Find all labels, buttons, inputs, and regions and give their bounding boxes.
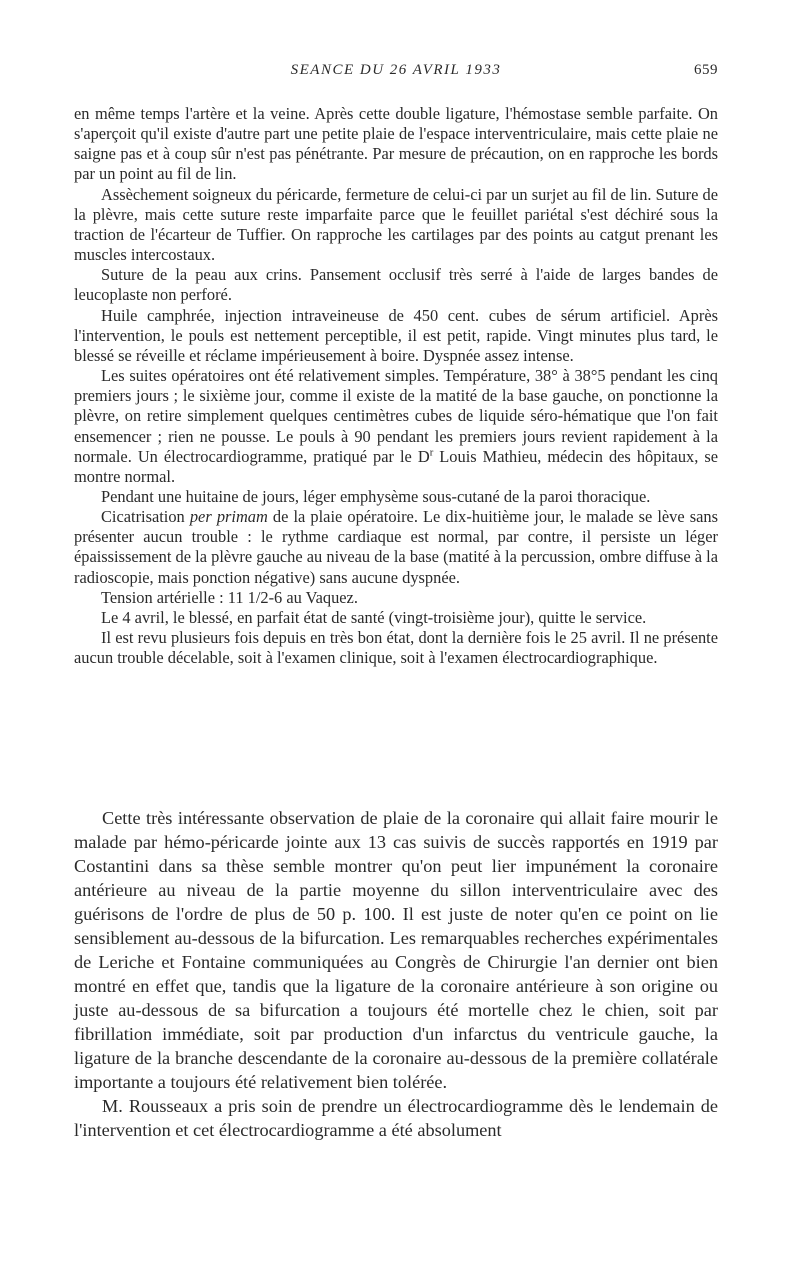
suites-text: Les suites opératoires ont été relativement simples. Température, 38° à 38°5 pendant les cinq premiers jours ; le sixième jour, comme il existe de la matité de la base gauche, on ponctionne la plèvre, on retire simplement quelques centimètres cubes de liquide séro-hématique que l'on fait ensemencer ; rien ne pousse. Le pouls à 90 pendant les premiers jours revient rapidement à la normale. Un électrocardiogramme, pratiqué par le D [74, 366, 718, 466]
paragraph-tension: Tension artérielle : 11 1/2-6 au Vaquez. [101, 587, 358, 607]
page-header [74, 62, 718, 84]
paragraph-huile-camphree: Huile camphrée, injection intraveineuse de 450 cent. cubes de sérum artificiel. Après l'intervention, le pouls est nettement perceptible, il est petit, rapide. Vingt minutes plus tard, le blessé se réveille et réclame impérieusement à boire. Dyspnée assez intense. [74, 305, 718, 365]
paragraph-cicatrisation [74, 507, 718, 588]
page-number: 659 [694, 62, 718, 78]
paragraph-observation: Cette très intéressante observation de plaie de la coronaire qui allait faire mourir le malade par hémo-péricarde jointe aux 13 cas suivis de succès rapportés en 1919 par Costantini dans sa thèse semble montrer qu'on peut lier impunément la coronaire antérieure au niveau de la partie moyenne du sillon interventriculaire avec des guérisons de l'ordre de plus de 50 p. 100. Il est juste de noter qu'en ce point on lie sensiblement au-dessous de la bifurcation. Les remarquables recherches expérimentales de Leriche et Fontaine communiquées au Congrès de Chirurgie l'an dernier ont bien montré en effet que, tandis que la ligature de la coronaire antérieure à son origine ou juste au-dessous de sa bifurcation a toujours été mortelle chez le chien, soit par fibrillation immédiate, soit par production d'un infarctus du ventricule gauche, la ligature de la branche descendante de la coronaire au-dessous de la première collatérale importante a toujours été relativement bien tolérée. [74, 808, 718, 1092]
per-primam-italic: per primam [189, 507, 268, 527]
paragraph-4-avril: Le 4 avril, le blessé, en parfait état de santé (vingt-troisième jour), quitte le service. [101, 607, 647, 627]
cicatrisation-text: de la plaie opératoire. Le dix-huitième jour, le malade se lève sans présenter aucun trouble : le rythme cardiaque est normal, par contre, il persiste un léger épaississement de la plèvre gauche au niveau de la base (matité à la percussion, ombre diffuse à la radioscopie, mais ponction négative) sans aucune dyspnée. [74, 507, 718, 587]
paragraph-suites-operatoires [74, 366, 718, 487]
commentary-section [74, 806, 718, 1142]
paragraph-rousseaux: M. Rousseaux a pris soin de prendre un électrocardiogramme dès le lendemain de l'intervention et cet électrocardiogramme a été absolument [74, 1096, 718, 1140]
cicatrisation-lead: Cicatrisation [101, 507, 190, 527]
suites-tail: Louis Mathieu, médecin des hôpitaux, se montre normal. [74, 446, 718, 486]
paragraph-pericarde: Assèchement soigneux du péricarde, fermeture de celui-ci par un surjet au fil de lin. Suture de la plèvre, mais cette suture reste imparfaite parce que le feuillet pariétal s'est déchiré sous la traction de l'écarteur de Tuffier. On rapproche les cartilages par des points au catgut prenant les muscles intercostaux. [74, 184, 718, 265]
running-title: SEANCE DU 26 AVRIL 1933 [290, 62, 502, 78]
case-report-section [74, 104, 718, 668]
paragraph-revu: Il est revu plusieurs fois depuis en très bon état, dont la dernière fois le 25 avril. Il ne présente aucun trouble décelable, soit à l'examen clinique, soit à l'examen électrocardiographique. [74, 628, 718, 668]
paragraph-suture-peau: Suture de la peau aux crins. Pansement occlusif très serré à l'aide de larges bandes de leucoplaste non perforé. [74, 265, 718, 305]
paragraph-ligature: en même temps l'artère et la veine. Après cette double ligature, l'hémostase semble parfaite. On s'aperçoit qu'il existe d'autre part une petite plaie de l'espace interventriculaire, mais cette plaie ne saigne pas et à coup sûr n'est pas pénétrante. Par mesure de précaution, on en rapproche les bords par un point au fil de lin. [74, 104, 718, 184]
paragraph-emphyseme: Pendant une huitaine de jours, léger emphysème sous-cutané de la paroi thoracique. [101, 486, 651, 506]
doctor-abbrev-sup: r [429, 447, 434, 459]
